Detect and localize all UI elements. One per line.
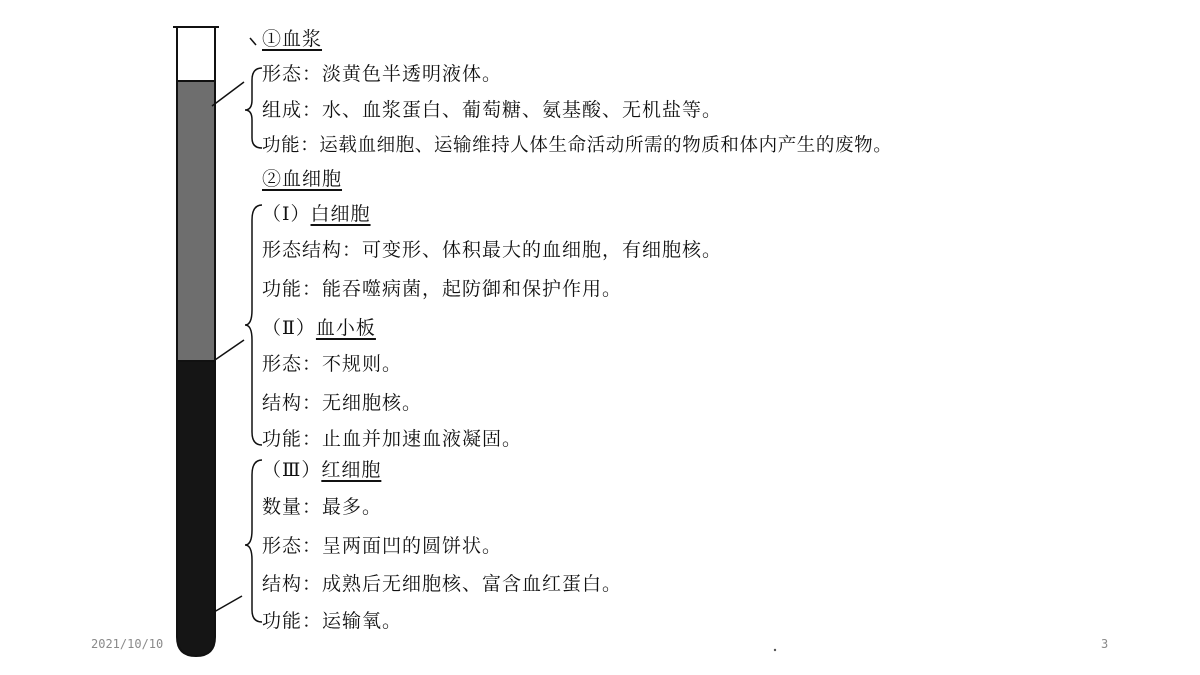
red-cell-structure: 结构：成熟后无细胞核、富含血红蛋白。	[262, 573, 623, 595]
blood-cell-layer	[177, 361, 215, 656]
plasma-form: 形态：淡黄色半透明液体。	[262, 63, 503, 85]
red-cell-function: 功能：运输氧。	[262, 610, 403, 632]
white-cell-heading	[262, 202, 371, 226]
white-cell-structure: 形态结构：可变形、体积最大的血细胞，有细胞核。	[262, 239, 723, 261]
platelet-title: 血小板	[315, 317, 376, 339]
red-cell-title: 红细胞	[321, 459, 382, 481]
red-cell-heading	[262, 458, 381, 482]
white-cell-title: 白细胞	[310, 203, 371, 225]
white-cell-marker: （Ⅰ）	[262, 203, 311, 225]
platelet-structure: 结构：无细胞核。	[262, 392, 423, 414]
plasma-layer	[177, 81, 215, 361]
slide-date: 2021/10/10	[91, 637, 164, 651]
stray-dot	[774, 649, 776, 651]
red-cell-form: 形态：呈两面凹的圆饼状。	[262, 535, 503, 557]
plasma-heading	[262, 27, 322, 51]
plasma-title: ①血浆	[262, 28, 323, 50]
platelet-heading	[262, 316, 376, 340]
blood-cells-heading	[262, 167, 342, 191]
white-cell-function: 功能：能吞噬病菌，起防御和保护作用。	[262, 278, 623, 300]
platelet-marker: （Ⅱ）	[262, 317, 316, 339]
blood-cells-title: ②血细胞	[262, 168, 343, 190]
platelet-form: 形态：不规则。	[262, 353, 403, 375]
red-cell-marker: （Ⅲ）	[262, 459, 322, 481]
platelet-function: 功能：止血并加速血液凝固。	[262, 428, 523, 450]
test-tube-diagram	[160, 15, 260, 665]
plasma-function: 功能：运载血细胞、运输维持人体生命活动所需的物质和体内产生的废物。	[262, 135, 893, 156]
red-cell-count: 数量：最多。	[262, 496, 383, 518]
slide-page-number: 3	[1101, 637, 1109, 651]
plasma-composition: 组成：水、血浆蛋白、葡萄糖、氨基酸、无机盐等。	[262, 99, 723, 121]
tube-empty-section	[177, 27, 215, 81]
